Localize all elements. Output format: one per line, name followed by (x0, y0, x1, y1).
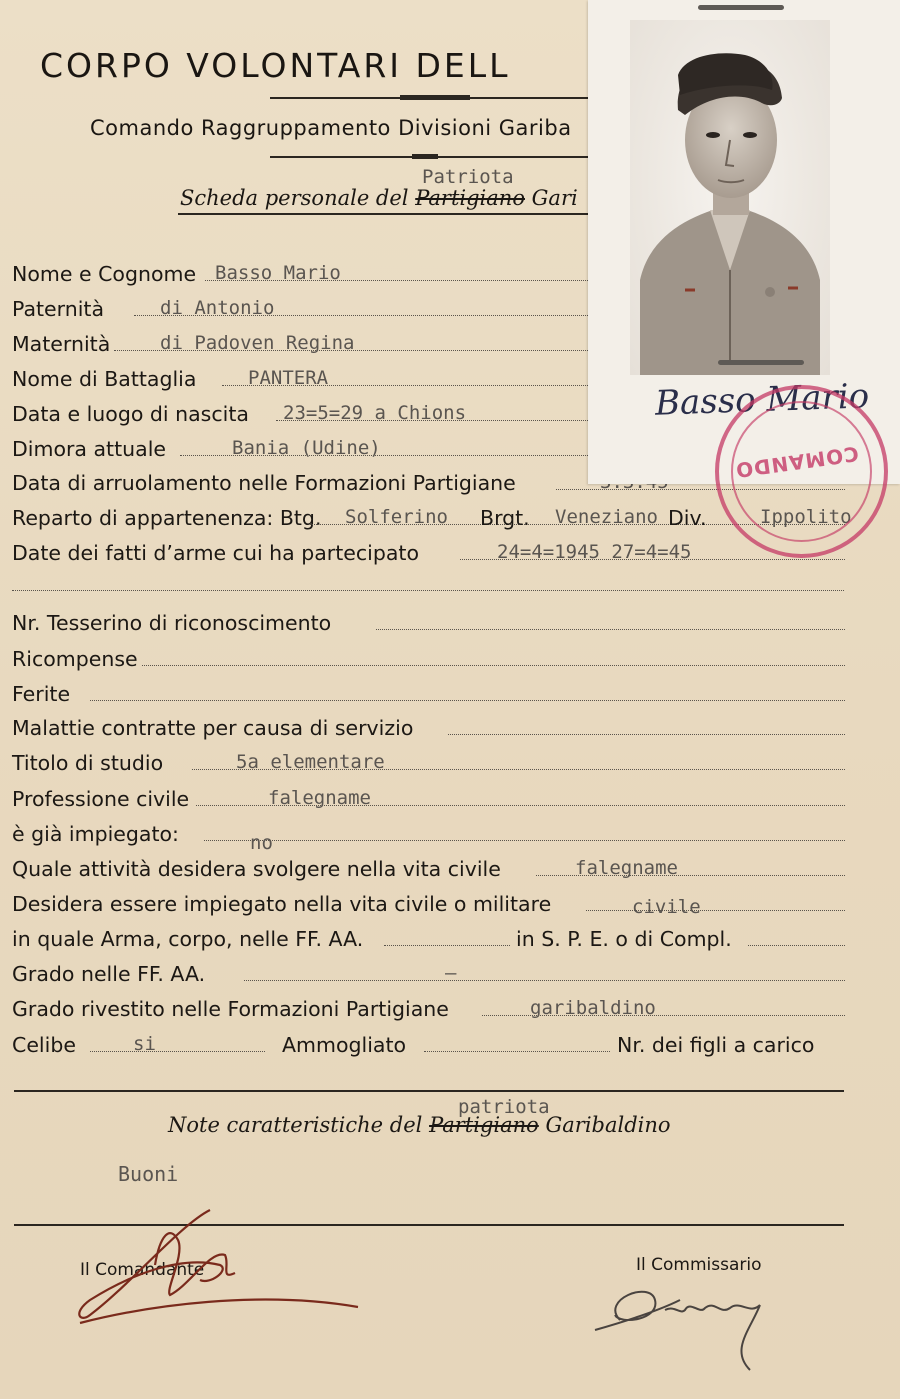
field-dotted-line (204, 840, 845, 841)
field-value: si (133, 1033, 156, 1055)
field-value: falegname (268, 787, 371, 809)
notes-title (168, 1113, 671, 1137)
field-label: Celibe (12, 1033, 76, 1057)
field-label-secondary: Brgt. (480, 506, 530, 530)
field-value: di Antonio (160, 297, 275, 319)
fields-bottom-rule (14, 1090, 844, 1092)
official-stamp-text: COMANDO (733, 441, 861, 483)
header-title: CORPO VOLONTARI DELL (40, 46, 511, 85)
notes-title-struck: Partigiano (429, 1113, 539, 1137)
field-dotted-line (448, 734, 845, 735)
photo-signature: Basso Mario (654, 376, 870, 424)
field-dotted-line (424, 1051, 610, 1052)
field-row (12, 991, 892, 1021)
field-label: Titolo di studio (12, 751, 164, 775)
field-label: Nome di Battaglia (12, 367, 197, 391)
header-subtitle: Comando Raggruppamento Divisioni Gariba (90, 116, 572, 140)
notes-title-suffix: Garibaldino (545, 1113, 671, 1137)
commissioner-label: Il Commissario (636, 1255, 762, 1275)
form-title-suffix: Gari (531, 186, 578, 210)
field-label-tertiary: Nr. dei figli a carico (617, 1033, 815, 1057)
field-label: Date dei fatti d’arme cui ha partecipato (12, 541, 419, 565)
form-title-struck: Partigiano (415, 186, 525, 210)
field-label: Data e luogo di nascita (12, 402, 249, 426)
staple-bottom (718, 360, 804, 365)
field-label-secondary: in S. P. E. o di Compl. (516, 927, 732, 951)
field-label: Grado nelle FF. AA. (12, 962, 206, 986)
field-label: Nome e Cognome (12, 262, 197, 286)
field-label: Desidera essere impiegato nella vita civile o militare (12, 892, 552, 916)
portrait-photo (630, 20, 830, 375)
field-label: Ricompense (12, 647, 138, 671)
field-row (12, 886, 892, 916)
field-value: falegname (575, 857, 678, 879)
form-title-underline (178, 213, 598, 215)
field-row (12, 710, 892, 740)
field-row (12, 605, 892, 635)
field-row (12, 816, 892, 854)
field-value: no (250, 832, 273, 854)
subtitle-rule-ornament (412, 154, 438, 159)
field-value: 24=4=1945 27=4=45 (497, 541, 692, 563)
field-value: Basso Mario (215, 262, 341, 284)
form-title (180, 186, 578, 210)
field-dotted-line (90, 1051, 265, 1052)
field-value: di Padoven Regina (160, 332, 355, 354)
field-dotted-line (586, 910, 845, 911)
official-stamp (715, 385, 888, 558)
field-label-secondary: Ammogliato (282, 1033, 407, 1057)
field-label: Dimora attuale (12, 437, 167, 461)
field-label: Quale attività desidera svolgere nella vita civile (12, 857, 501, 881)
field-value: Bania (Udine) (232, 437, 381, 459)
field-value-tertiary: Ippolito (760, 506, 852, 528)
field-label: Reparto di appartenenza: Btg. (12, 506, 322, 530)
field-dotted-line (142, 665, 845, 666)
field-label: Grado rivestito nelle Formazioni Partigiane (12, 997, 449, 1021)
field-value: Solferino (345, 506, 448, 528)
field-value: civile (632, 896, 701, 918)
field-row (12, 641, 892, 671)
blank-line (12, 590, 844, 591)
portrait-image (630, 20, 830, 375)
field-dotted-line (384, 945, 510, 946)
field-label: Paternità (12, 297, 105, 321)
form-title-insert: Patriota (422, 166, 514, 188)
field-label-tertiary: Div. (668, 506, 707, 530)
staple-top-1 (698, 5, 784, 10)
commander-signature (60, 1195, 370, 1335)
header-rule-ornament (400, 95, 470, 100)
field-row (12, 921, 892, 951)
field-value: PANTERA (248, 367, 329, 389)
field-label: in quale Arma, corpo, nelle FF. AA. (12, 927, 364, 951)
field-dotted-line (376, 629, 845, 630)
field-row (12, 956, 892, 986)
notes-title-prefix: Note caratteristiche del (168, 1113, 423, 1137)
field-row (12, 1027, 892, 1057)
field-label: Nr. Tesserino di riconoscimento (12, 611, 332, 635)
field-row (12, 851, 892, 881)
field-label: Maternità (12, 332, 111, 356)
field-value: garibaldino (530, 997, 656, 1019)
field-dotted-line (90, 700, 845, 701)
field-dotted-line (748, 945, 845, 946)
field-value: 23=5=29 a Chions (283, 402, 467, 424)
field-value-secondary: Veneziano (555, 506, 658, 528)
field-value: — (445, 962, 457, 984)
field-label: Data di arruolamento nelle Formazioni Partigiane (12, 471, 516, 495)
field-label: Ferite (12, 682, 71, 706)
field-dotted-line (244, 980, 845, 981)
field-value: 5a elementare (236, 751, 385, 773)
field-row (12, 745, 892, 775)
commander-label: Il Comandante (80, 1260, 205, 1280)
commissioner-signature (590, 1270, 790, 1375)
field-label: Professione civile (12, 787, 190, 811)
field-row (12, 676, 892, 706)
field-label: Malattie contratte per causa di servizio (12, 716, 414, 740)
field-label: è già impiegato: (12, 822, 179, 846)
notes-title-insert: patriota (458, 1096, 550, 1118)
notes-text: Buoni (118, 1162, 179, 1186)
form-title-prefix: Scheda personale del (180, 186, 409, 210)
field-row (12, 781, 892, 811)
